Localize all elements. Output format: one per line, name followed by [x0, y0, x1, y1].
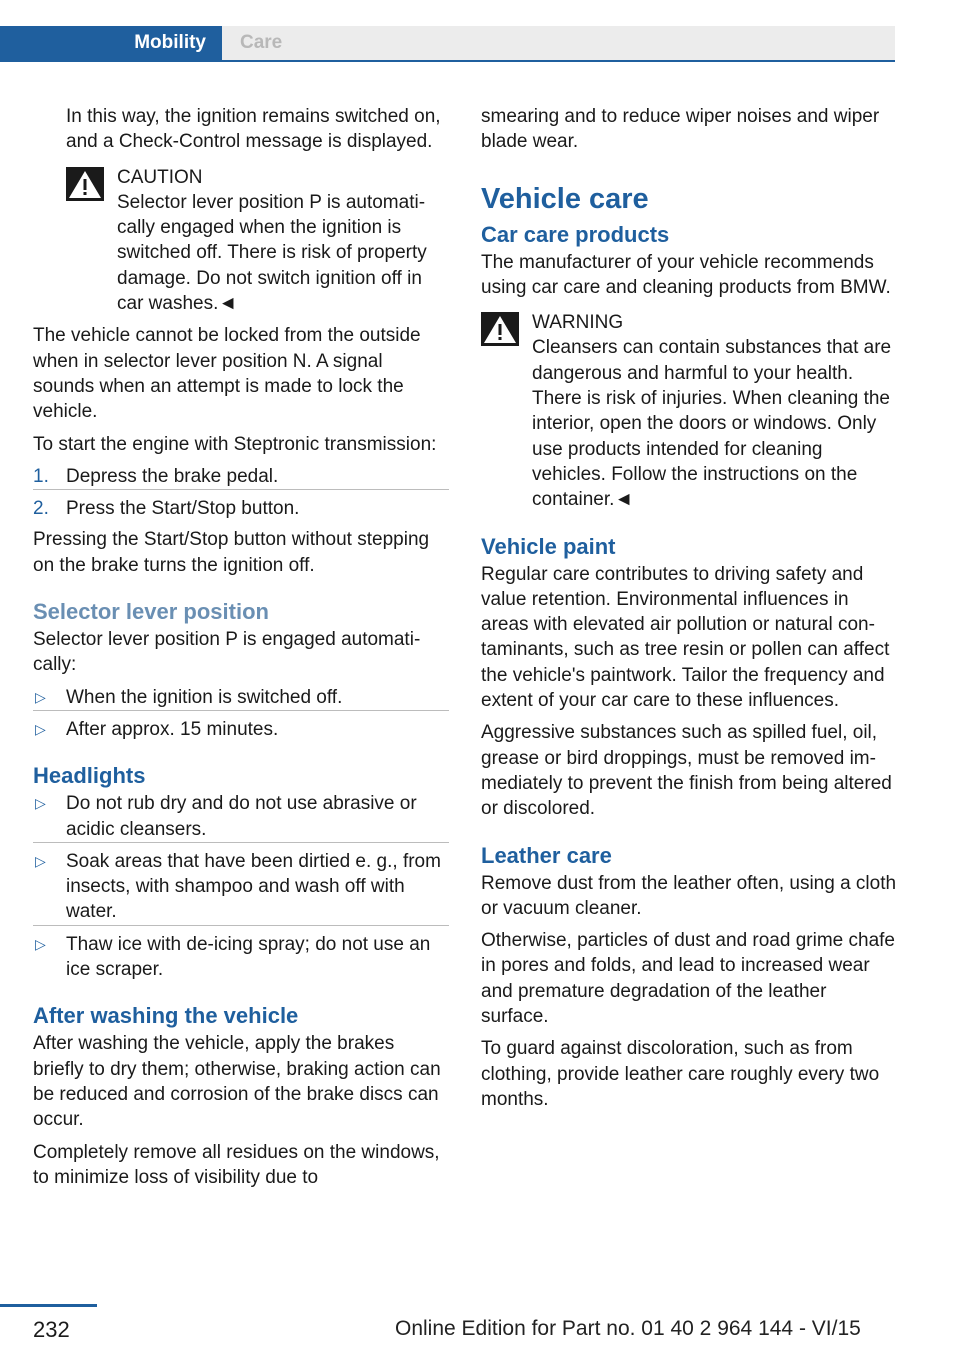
- heading-leather-care: Leather care: [481, 842, 612, 868]
- list-item-text: Soak areas that have been dirtied e. g., from insects, with shampoo and wash off with water.: [66, 850, 441, 923]
- tab-mobility[interactable]: Mobility: [0, 26, 222, 60]
- paragraph-lock: The vehicle cannot be locked from the outside when in selector lever position N. A signal sounds when an attempt is made to lock the vehicle.: [33, 325, 421, 423]
- edition-note: Online Edition for Part no. 01 40 2 964 144 - VI/15: [395, 1317, 861, 1340]
- warning-title: WARNING: [532, 312, 624, 334]
- list-item-text: After approx. 15 minutes.: [66, 718, 279, 740]
- leather-care-text-2: Otherwise, particles of dust and road grime chafe in pores and folds, and lead to increased wear and premature degradation of the leather surface.: [481, 930, 895, 1028]
- bullet-triangle-icon: ▷: [35, 720, 46, 737]
- left-column: [33, 104, 449, 1197]
- continued-text: smearing and to reduce wiper noises and wiper blade wear.: [481, 106, 880, 153]
- footer-rule: [0, 1304, 97, 1307]
- bullet-triangle-icon: ▷: [35, 852, 46, 869]
- paragraph-ignition: Pressing the Start/Stop button without stepping on the brake turns the ignition off.: [33, 529, 430, 576]
- warning-triangle-icon: [66, 167, 104, 201]
- list-item: [33, 717, 449, 742]
- start-steps-list: [33, 464, 449, 522]
- step-number: 2.: [33, 498, 49, 520]
- heading-selector-lever: Selector lever position: [33, 599, 269, 625]
- heading-vehicle-paint: Vehicle paint: [481, 533, 616, 559]
- heading-car-care-products: Car care products: [481, 221, 670, 247]
- bullet-triangle-icon: ▷: [35, 688, 46, 705]
- list-item-text: Thaw ice with de-icing spray; do not use an ice scraper.: [66, 933, 431, 981]
- selector-list: [33, 685, 449, 743]
- warning-box: [481, 310, 897, 512]
- car-care-products-text: The manufacturer of your vehicle recommends using car care and cleaning products from BMW.: [481, 251, 891, 298]
- selector-text: Selector lever position P is engaged automatically:: [33, 629, 421, 676]
- step-text: Depress the brake pedal.: [66, 465, 279, 487]
- tab-care[interactable]: Care: [222, 26, 895, 60]
- right-column: [481, 104, 897, 1119]
- intro-text: In this way, the ignition remains switched on, and a Check-Control message is displayed.: [66, 106, 441, 153]
- list-item: [33, 791, 449, 843]
- bullet-triangle-icon: ▷: [35, 795, 46, 812]
- vehicle-paint-text-1: Regular care contributes to driving safety and value retention. Environmental influences in areas with elevated air pollution or natural contaminants, such as tree resin or pollen can affect the vehicle's paintwork. Tailor the frequency and extent of your car care to these influences.: [481, 563, 890, 712]
- list-item: [33, 464, 449, 490]
- heading-headlights: Headlights: [33, 763, 146, 789]
- caution-text: Selector lever position P is automatically engaged when the ignition is switched off. There is risk of property damage. Do not switch ignition off in car washes.◄: [117, 191, 427, 315]
- list-item-text: When the ignition is switched off.: [66, 686, 343, 708]
- caution-title: CAUTION: [117, 166, 203, 188]
- page-number: 232: [33, 1317, 70, 1342]
- heading-vehicle-care: Vehicle care: [481, 182, 649, 215]
- after-washing-text-2: Completely remove all residues on the windows, to minimize loss of visibility due to: [33, 1141, 440, 1188]
- list-item: [33, 685, 449, 711]
- leather-care-text-3: To guard against discoloration, such as from clothing, provide leather care roughly every two months.: [481, 1038, 880, 1110]
- after-washing-text-1: After washing the vehicle, apply the brakes briefly to dry them; otherwise, braking action can be reduced and corrosion of the brake discs can occur.: [33, 1033, 441, 1131]
- caution-box: [33, 165, 449, 317]
- bullet-triangle-icon: ▷: [35, 935, 46, 952]
- paragraph-start: To start the engine with Steptronic transmission:: [33, 433, 437, 455]
- warning-triangle-icon: [481, 312, 519, 346]
- heading-after-washing: After washing the vehicle: [33, 1003, 299, 1029]
- step-number: 1.: [33, 465, 49, 487]
- list-item: [33, 932, 449, 983]
- chapter-tabbar: [0, 26, 895, 62]
- list-item: [33, 849, 449, 926]
- list-item: [33, 496, 449, 521]
- list-item-text: Do not rub dry and do not use abrasive or acidic cleansers.: [66, 793, 417, 840]
- vehicle-paint-text-2: Aggressive substances such as spilled fuel, oil, grease or bird droppings, must be removed immediately to prevent the finish from being altered or discolored.: [481, 722, 892, 820]
- step-text: Press the Start/Stop button.: [66, 498, 300, 520]
- header-divider: [0, 60, 895, 62]
- warning-text: Cleansers can contain substances that are dangerous and harmful to your health. There is risk of injuries. When cleaning the interior, open the doors or windows. Only use products intended for cleaning vehicles. Follow the instructions on the container.◄: [532, 337, 892, 511]
- leather-care-text-1: Remove dust from the leather often, using a cloth or vacuum cleaner.: [481, 872, 897, 919]
- headlights-list: [33, 791, 449, 982]
